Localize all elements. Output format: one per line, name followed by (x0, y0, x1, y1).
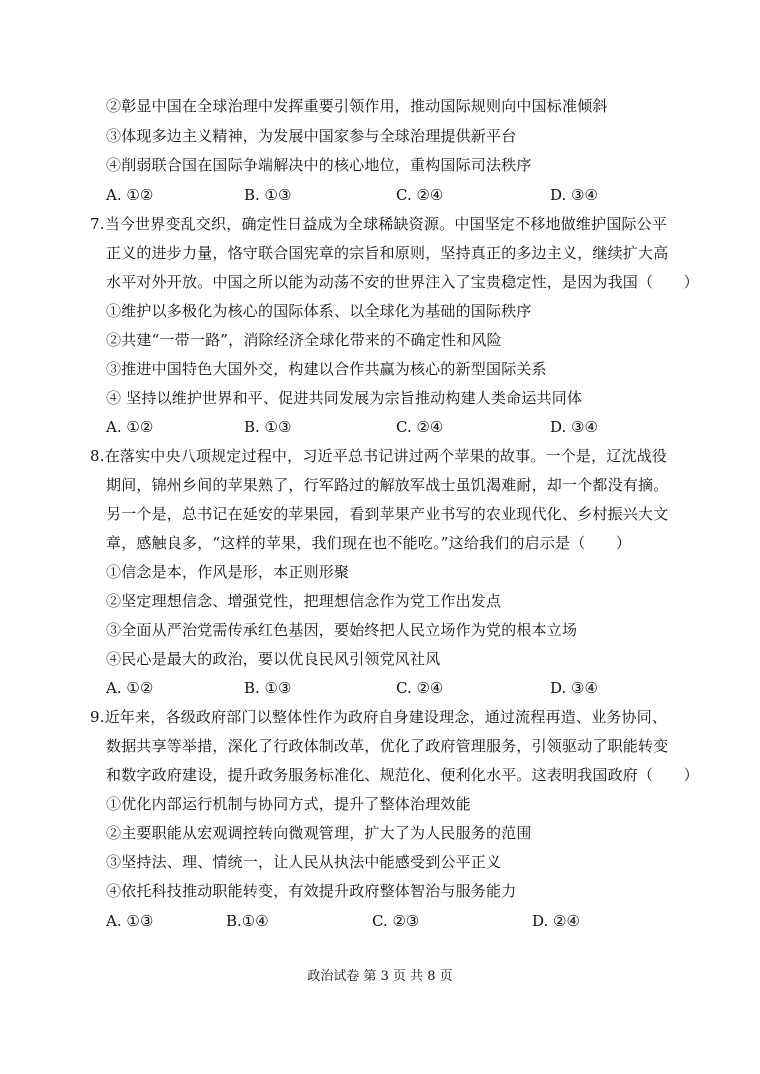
q6-item-3: ③体现多边主义精神，为发展中国家参与全球治理提供新平台 (106, 127, 517, 145)
q6-option-c: C. ②④ (396, 186, 444, 204)
q9-option-a: A. ①③ (106, 912, 154, 930)
q9-stem-line-2: 数据共享等举措，深化了行政体制改革，优化了政府管理服务，引领驱动了职能转变 (106, 737, 669, 755)
q7-item-1: ①维护以多极化为核心的国际体系、以全球化为基础的国际秩序 (106, 302, 532, 320)
q9-option-d: D. ②④ (532, 912, 580, 930)
q9-item-2: ②主要职能从宏观调控转向微观管理，扩大了为人民服务的范围 (106, 824, 532, 842)
q9-option-c: C. ②③ (372, 912, 420, 930)
q7-option-c: C. ②④ (396, 418, 444, 436)
q6-item-4: ④削弱联合国在国际争端解决中的核心地位，重构国际司法秩序 (106, 156, 532, 174)
q9-stem-line-3: 和数字政府建设，提升政务服务标准化、规范化、便利化水平。这表明我国政府（ ） (106, 766, 699, 784)
q6-option-a: A. ①② (106, 186, 154, 204)
q7-option-d: D. ③④ (550, 418, 598, 436)
q7-stem-line-3: 水平对外开放。中国之所以能为动荡不安的世界注入了宝贵稳定性，是因为我国（ ） (106, 273, 699, 291)
q8-options (106, 678, 706, 698)
q6-item-2: ②彰显中国在全球治理中发挥重要引领作用，推动国际规则向中国标准倾斜 (106, 97, 608, 115)
q9-options (106, 911, 706, 931)
q7-option-a: A. ①② (106, 418, 154, 436)
q7-item-4: ④ 坚持以维护世界和平、促进共同发展为宗旨推动构建人类命运共同体 (106, 389, 583, 407)
q8-stem-line-4: 章，感触良多，“这样的苹果，我们现在也不能吃。”这给我们的启示是（ ） (106, 534, 632, 552)
q9-item-3: ③坚持法、理、情统一，让人民从执法中能感受到公平正义 (106, 853, 502, 871)
q6-option-d: D. ③④ (550, 186, 598, 204)
q8-item-2: ②坚定理想信念、增强党性，把理想信念作为党工作出发点 (106, 592, 502, 610)
q8-item-1: ①信念是本，作风是形，本正则形聚 (106, 563, 350, 581)
q8-item-3: ③全面从严治党需传承红色基因，要始终把人民立场作为党的根本立场 (106, 621, 578, 639)
page-footer: 政治试卷 第 3 页 共 8 页 (307, 969, 453, 984)
q7-item-2: ②共建“一带一路”，消除经济全球化带来的不确定性和风险 (106, 331, 502, 349)
q6-options (106, 185, 706, 205)
q8-option-b: B. ①③ (244, 679, 292, 697)
q7-item-3: ③推进中国特色大国外交，构建以合作共赢为核心的新型国际关系 (106, 360, 547, 378)
q8-stem-line-3: 另一个是，总书记在延安的苹果园，看到苹果产业书写的农业现代化、乡村振兴大文 (106, 505, 669, 523)
q7-option-b: B. ①③ (244, 418, 292, 436)
q8-stem-line-2: 期间，锦州乡间的苹果熟了，行军路过的解放军战士虽饥渴难耐，却一个都没有摘。 (106, 476, 669, 494)
q8-stem-line-1: 8.在落实中央八项规定过程中，习近平总书记讲过两个苹果的故事。一个是，辽沈战役 (90, 447, 668, 465)
q8-option-d: D. ③④ (550, 679, 598, 697)
q9-item-1: ①优化内部运行机制与协同方式，提升了整体治理效能 (106, 795, 471, 813)
q8-option-c: C. ②④ (396, 679, 444, 697)
q6-option-b: B. ①③ (244, 186, 292, 204)
q7-stem-line-2: 正义的进步力量，恪守联合国宪章的宗旨和原则，坚持真正的多边主义，继续扩大高 (106, 244, 669, 262)
q8-option-a: A. ①② (106, 679, 154, 697)
q7-stem-line-1: 7.当今世界变乱交织，确定性日益成为全球稀缺资源。中国坚定不移地做维护国际公平 (90, 215, 668, 233)
q7-options (106, 417, 706, 437)
q8-item-4: ④民心是最大的政治，要以优良民风引领党风社风 (106, 650, 441, 668)
q9-stem-line-1: 9.近年来，各级政府部门以整体性作为政府自身建设理念，通过流程再造、业务协同、 (90, 708, 668, 726)
q9-item-4: ④依托科技推动职能转变，有效提升政府整体智治与服务能力 (106, 882, 517, 900)
q9-option-b: B.①④ (226, 912, 269, 930)
